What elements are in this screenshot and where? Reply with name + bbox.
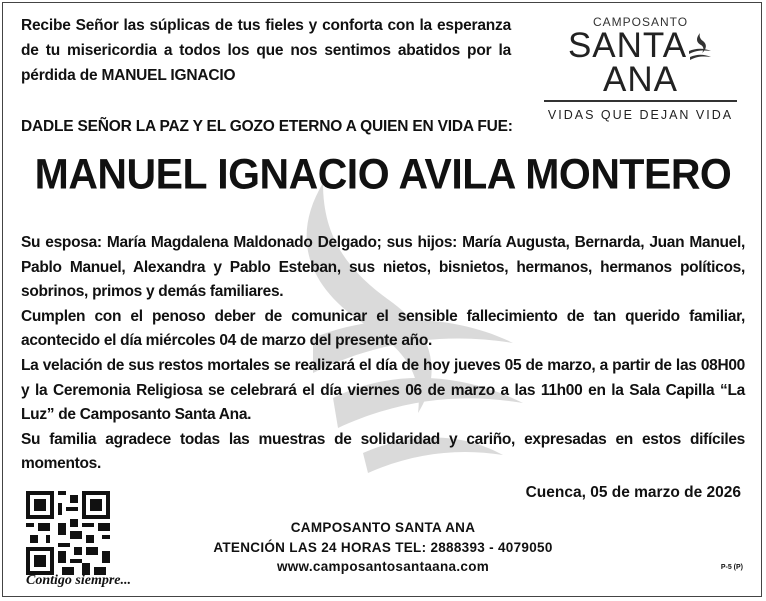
- paragraph-ceremony: La velación de sus restos mortales se realizará el día de hoy jueves 05 de marzo, a partir de las 08H00 y la Ceremonia Religiosa se celebrará el día viernes 06 de marzo a las 11h00 en la Sala Capilla “La Luz” de Camposanto Santa Ana.: [21, 356, 745, 424]
- deceased-name: MANUEL IGNACIO AVILA MONTERO: [34, 149, 732, 199]
- obituary-notice: [2, 2, 762, 597]
- qr-code-icon: [26, 491, 110, 575]
- paragraph-thanks: Su familia agradece todas las muestras de solidaridad y cariño, expresadas en estos difíciles momentos.: [21, 430, 745, 473]
- notice-body: [21, 231, 745, 477]
- qr-caption: Contigo siempre...: [26, 573, 132, 588]
- camposanto-logo: [538, 11, 743, 122]
- logo-main-left: SANTA: [567, 26, 688, 65]
- footer-contact: [153, 518, 613, 577]
- footer-website-link[interactable]: www.camposantosantaana.com: [276, 559, 490, 574]
- logo-main-right: ANA: [603, 60, 678, 99]
- subtitle: DADLE SEÑOR LA PAZ Y EL GOZO ETERNO A QUIEN EN VIDA FUE:: [21, 118, 513, 135]
- intro-prayer: Recibe Señor las súplicas de tus fieles y conforta con la esperanza de tu misericordia a todos los que nos sentimos abatidos por la pérdida de MANUEL IGNACIO: [21, 17, 511, 84]
- paragraph-announcement: Cumplen con el penoso deber de comunicar el sensible fallecimiento de tan querido familiar, acontecido el día miércoles 04 de marzo del presente año.: [21, 307, 745, 350]
- logo-main-text: [538, 26, 743, 99]
- publication-code: P-5 (P): [720, 564, 743, 571]
- paragraph-family: Su esposa: María Magdalena Maldonado Delgado; sus hijos: María Augusta, Bernarda, Juan Manuel, Pablo Manuel, Alexandra y Pablo Esteban, sus nietos, bisnietos, hermanos, hermanos políticos, sobrinos, primos y demás familiares.: [21, 234, 745, 301]
- logo-top-text: CAMPOSANTO: [592, 15, 689, 29]
- footer-phone: ATENCIÓN LAS 24 HORAS TEL: 2888393 - 4079050: [213, 539, 553, 555]
- footer-company: CAMPOSANTO SANTA ANA: [290, 520, 476, 535]
- logo-tagline: VIDAS QUE DEJAN VIDA: [547, 108, 734, 122]
- logo-flame-icon: [687, 31, 713, 61]
- logo-divider: [544, 100, 737, 102]
- date-line: Cuenca, 05 de marzo de 2026: [525, 484, 741, 501]
